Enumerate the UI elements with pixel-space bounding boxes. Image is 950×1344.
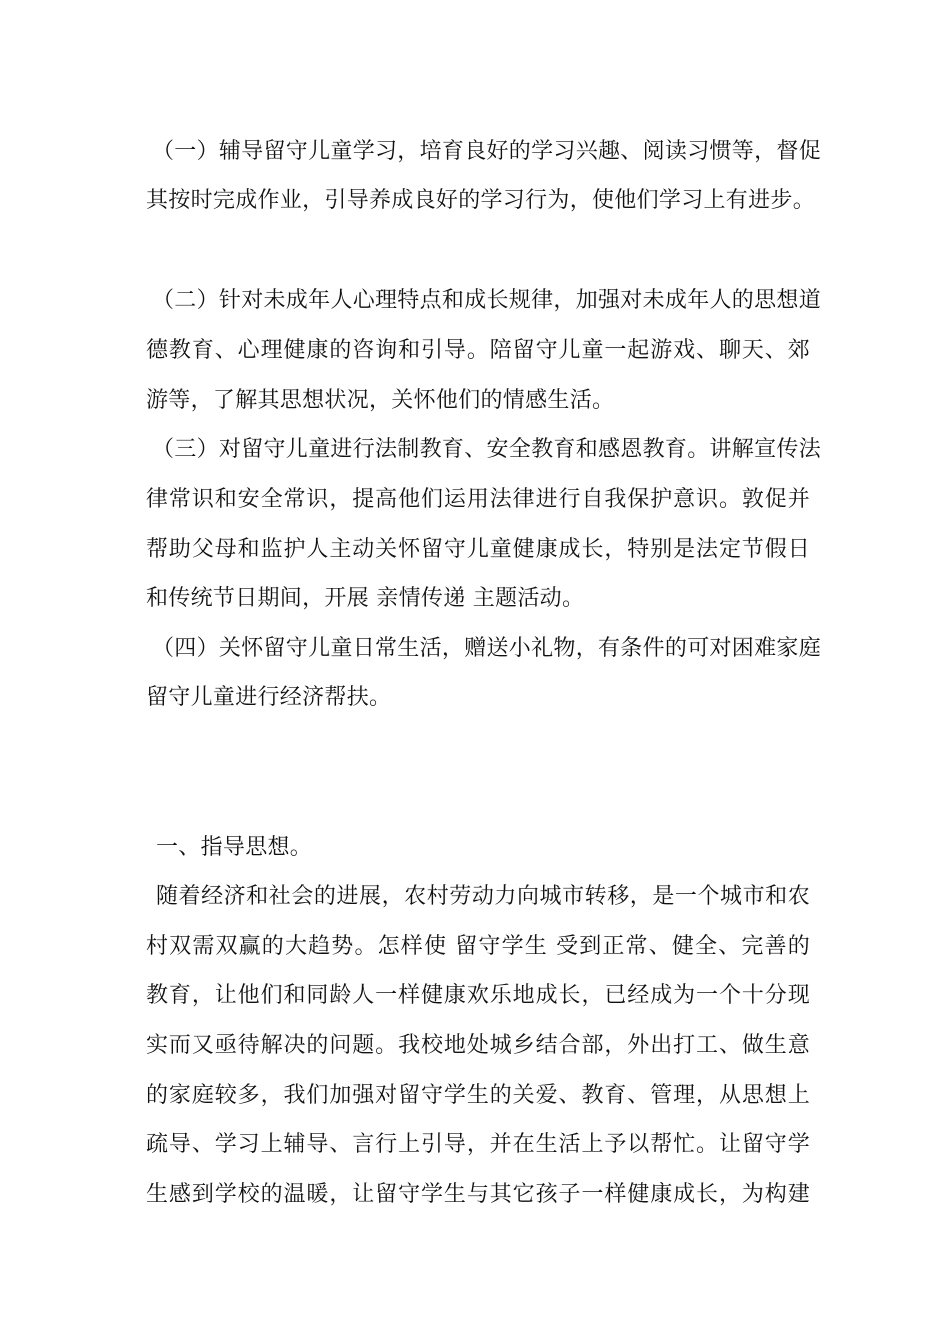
text-line: 教育，让他们和同龄人一样健康欢乐地成长，已经成为一个十分现	[146, 983, 810, 1008]
text-line: 和传统节日期间，开展 亲情传递 主题活动。	[146, 586, 585, 611]
section-heading: 一、指导思想。	[156, 835, 313, 860]
text-line: （四）关怀留守儿童日常生活，赠送小礼物，有条件的可对困难家庭	[152, 636, 822, 661]
text-line: 帮助父母和监护人主动关怀留守儿童健康成长，特别是法定节假日	[146, 537, 810, 562]
text-line: （一）辅导留守儿童学习，培育良好的学习兴趣、阅读习惯等，督促	[152, 139, 822, 164]
text-line: 疏导、学习上辅导、言行上引导，并在生活上予以帮忙。让留守学	[146, 1132, 810, 1157]
text-line: （二）针对未成年人心理特点和成长规律，加强对未成年人的思想道	[152, 288, 822, 313]
text-line: 德教育、心理健康的咨询和引导。陪留守儿童一起游戏、聊天、郊	[146, 338, 810, 363]
text-line: 留守儿童进行经济帮扶。	[146, 685, 392, 710]
text-line: 游等，了解其思想状况，关怀他们的情感生活。	[146, 388, 615, 413]
text-line: 生感到学校的温暖，让留守学生与其它孩子一样健康成长，为构建	[146, 1182, 810, 1207]
text-line: 实而又亟待解决的问题。我校地处城乡结合部，外出打工、做生意	[146, 1033, 810, 1058]
text-line: 律常识和安全常识，提高他们运用法律进行自我保护意识。敦促并	[146, 487, 810, 512]
text-line: 其按时完成作业，引导养成良好的学习行为，使他们学习上有进步。	[146, 188, 816, 213]
text-line: （三）对留守儿童进行法制教育、安全教育和感恩教育。讲解宣传法	[152, 437, 822, 462]
text-line: 随着经济和社会的进展，农村劳动力向城市转移，是一个城市和农	[156, 884, 810, 909]
text-line: 村双需双赢的大趋势。怎样使 留守学生 受到正常、健全、完善的	[146, 934, 810, 959]
text-line: 的家庭较多，我们加强对留守学生的关爱、教育、管理，从思想上	[146, 1083, 810, 1108]
